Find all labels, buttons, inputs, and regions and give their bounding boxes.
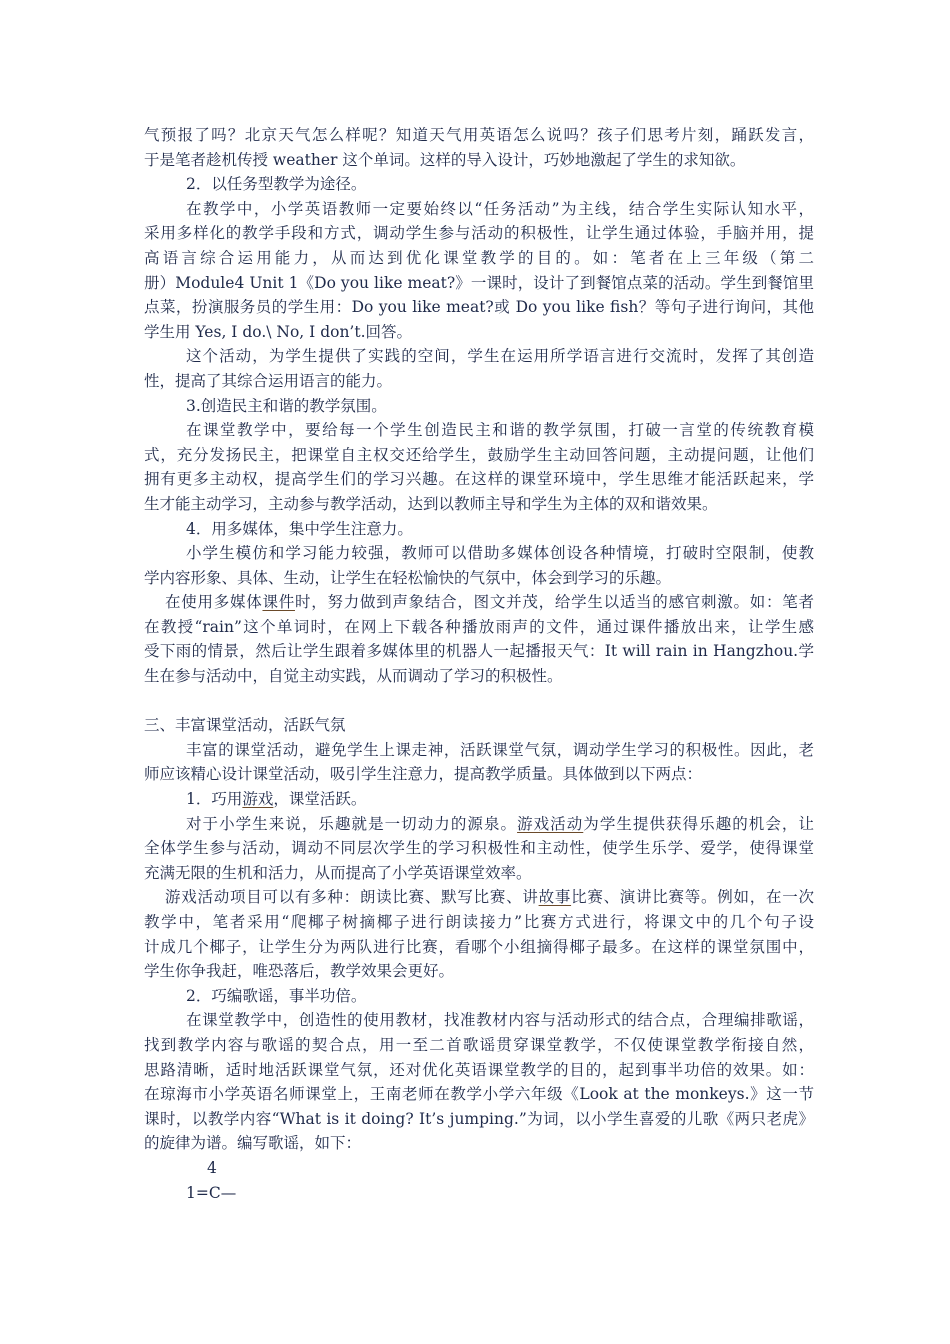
text-line: 气预报了吗？北京天气怎么样呢？知道天气用英语怎么说吗？孩子们思考片刻，踊跃发言， <box>144 126 814 144</box>
document-body <box>144 123 814 1205</box>
text-line <box>144 590 814 615</box>
text-line: 在教学中，小学英语教师一定要始终以“任务活动”为主线，结合学生实际认知水平， <box>186 199 814 218</box>
text-line: 计成几个椰子，让学生分为两队进行比赛，看哪个小组摘得椰子最多。在这样的课堂氛围中， <box>144 937 814 956</box>
text-line: 学生你争我赶，唯恐落后，教学效果会更好。 <box>144 962 455 981</box>
text-line: 在课堂教学中，要给每一个学生创造民主和谐的教学氛围，打破一言堂的传统教育模 <box>186 421 814 440</box>
text-line: 课时，以教学内容“What is it doing? It’s jumping.”为词，以小学生喜爱的儿歌《两只老虎》 <box>144 1109 814 1128</box>
text-line: 丰富的课堂活动，避免学生上课走神，活跃课堂气氛，调动学生学习的积极性。因此，老 <box>186 740 814 759</box>
text-line: 拥有更多主动权，提高学生们的学习兴趣。在这样的课堂环境中，学生思维才能活跃起来，学 <box>144 470 814 489</box>
text-line: 学内容形象、具体、生动，让学生在轻松愉快的气氛中，体会到学习的乐趣。 <box>144 568 672 587</box>
text-line: 在课堂教学中，创造性的使用教材，找准教材内容与活动形式的结合点，合理编排歌谣， <box>186 1011 814 1030</box>
text-line: 式，充分发扬民主，把课堂自主权交还给学生，鼓励学生主动回答问题，主动提问题，让他们 <box>144 445 814 464</box>
text-line: 4．用多媒体，集中学生注意力。 <box>186 519 413 538</box>
text-line: 性，提高了其综合运用语言的能力。 <box>144 371 393 390</box>
text-line: 于是笔者趁机传授 weather 这个单词。这样的导入设计，巧妙地激起了学生的求知欲。 <box>144 150 746 169</box>
section-gap <box>144 689 814 714</box>
text-line: 找到教学内容与歌谣的契合点，用一至二首歌谣贯穿课堂教学，不仅使课堂教学衔接自然， <box>144 1035 814 1054</box>
text-segment: 1．巧用 <box>186 790 243 809</box>
text-line: 3.创造民主和谐的教学氛围。 <box>186 396 387 415</box>
text-line: 册）Module4 Unit 1《Do you like meat?》一课时，设计了到餐馆点菜的活动。学生到餐馆里 <box>144 273 814 292</box>
text-line: 学生用 Yes, I do.\ No, I don’t.回答。 <box>144 322 413 341</box>
text-line: 生才能主动学习，主动参与教学活动，达到以教师主导和学生为主体的双和谐效果。 <box>144 494 718 513</box>
text-line: 充满无限的生机和活力，从而提高了小学英语课堂效率。 <box>144 863 532 882</box>
text-segment: 时，努力做到声象结合，图文并茂，给学生以适当的感官刺激。如：笔者 <box>294 593 814 612</box>
text-segment: 在使用多媒体 <box>165 593 263 612</box>
underlined-term: 故事 <box>538 888 572 907</box>
text-line: 教学中，笔者采用“爬椰子树摘椰子进行朗读接力”比赛方式进行，将课文中的几个句子设 <box>144 913 814 931</box>
text-segment: ，课堂活跃。 <box>273 790 367 809</box>
text-line: 4 <box>207 1158 217 1177</box>
text-line: 全体学生参与活动，调动不同层次学生的学习积极性和主动性，使学生乐学、爱学，使得课堂 <box>144 839 814 858</box>
text-line: 1=C— <box>186 1183 237 1202</box>
underlined-term: 课件 <box>262 593 295 612</box>
text-line: 这个活动，为学生提供了实践的空间，学生在运用所学语言进行交流时，发挥了其创造 <box>186 347 814 366</box>
underlined-term: 游戏活动 <box>517 814 584 833</box>
text-segment: 对于小学生来说，乐趣就是一切动力的源泉。 <box>186 814 518 833</box>
text-line: 三、丰富课堂活动，活跃气氛 <box>144 716 346 735</box>
text-line: 点菜，扮演服务员的学生用：Do you like meat?或 Do you like fish？等句子进行询问，其他 <box>144 298 814 317</box>
text-line: 在教授“rain”这个单词时，在网上下载各种播放雨声的文件，通过课件播放出来，让学生感 <box>144 617 814 636</box>
text-line: 2．巧编歌谣，事半功倍。 <box>186 986 367 1005</box>
text-line: 师应该精心设计课堂活动，吸引学生注意力，提高教学质量。具体做到以下两点： <box>144 765 703 784</box>
text-line: 在琼海市小学英语名师课堂上，王南老师在教学小学六年级《Look at the monkeys.》这一节 <box>144 1085 814 1104</box>
underlined-term: 游戏 <box>242 790 274 809</box>
text-segment: 比赛、演讲比赛等。例如，在一次 <box>571 888 814 907</box>
text-line <box>144 885 814 910</box>
text-line: 的旋律为谱。编写歌谣，如下： <box>144 1134 362 1153</box>
text-line: 思路清晰，适时地活跃课堂气氛，还对优化英语课堂教学的目的，起到事半功倍的效果。如： <box>144 1060 814 1079</box>
text-line: 2．以任务型教学为途径。 <box>186 175 367 194</box>
text-line: 高语言综合运用能力，从而达到优化课堂教学的目的。如：笔者在上三年级（第二 <box>144 248 814 267</box>
text-line: 生在参与活动中，自觉主动实践，从而调动了学习的积极性。 <box>144 667 563 686</box>
text-segment: 为学生提供获得乐趣的机会，让 <box>583 814 814 833</box>
text-line: 小学生模仿和学习能力较强，教师可以借助多媒体创设各种情境，打破时空限制，使教 <box>186 544 814 563</box>
text-line: 受下雨的情景，然后让学生跟着多媒体里的机器人一起播报天气：It will rain in Hangzhou.学 <box>144 642 814 661</box>
text-line <box>144 787 814 812</box>
text-segment: 游戏活动项目可以有多种：朗读比赛、默写比赛、讲 <box>165 888 539 907</box>
text-line <box>144 812 814 837</box>
text-line: 采用多样化的教学手段和方式，调动学生参与活动的积极性，让学生通过体验，手脑并用，提 <box>144 224 814 243</box>
